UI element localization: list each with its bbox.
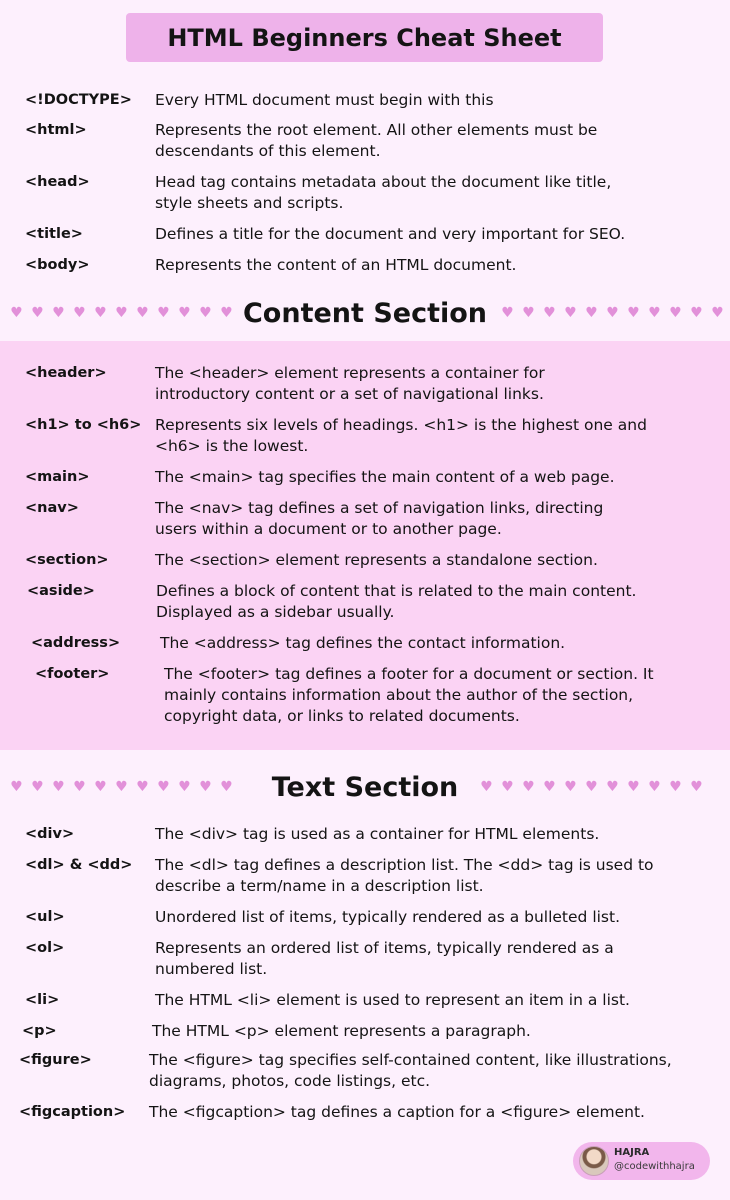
heart-icon: ♥ [648, 779, 661, 795]
description-line: Unordered list of items, typically rendered as a bulleted list. [155, 908, 621, 926]
heart-icon: ♥ [157, 305, 170, 321]
heart-icon: ♥ [543, 779, 556, 795]
heart-icon: ♥ [10, 779, 23, 795]
description-line: The <main> tag specifies the main content of a web page. [155, 468, 615, 486]
tag-name: <div> [25, 826, 75, 842]
tag-description [155, 855, 654, 897]
heart-icon: ♥ [522, 779, 535, 795]
description-line: copyright data, or links to related documents. [164, 707, 520, 725]
heart-icon: ♥ [52, 305, 65, 321]
heart-icon: ♥ [52, 779, 65, 795]
tag-description [155, 938, 614, 980]
description-line: users within a document or to another page. [155, 520, 502, 538]
hearts-right [499, 306, 726, 320]
tag-name: <p> [22, 1023, 57, 1039]
author-handle: @codewithhajra [614, 1161, 695, 1172]
heart-icon: ♥ [606, 779, 619, 795]
heart-icon: ♥ [501, 779, 514, 795]
tag-description [155, 498, 603, 540]
tag-description [155, 907, 620, 928]
heart-icon: ♥ [606, 305, 619, 321]
tag-description [164, 664, 654, 727]
description-line: numbered list. [155, 960, 268, 978]
tag-description [155, 120, 597, 162]
tag-description [152, 1021, 531, 1042]
tag-name: <figure> [19, 1052, 92, 1068]
description-line: descendants of this element. [155, 142, 381, 160]
tag-description [155, 363, 545, 405]
heart-icon: ♥ [10, 305, 23, 321]
description-line: The <section> element represents a standalone section. [155, 551, 598, 569]
tag-name: <main> [25, 469, 90, 485]
heart-icon: ♥ [690, 305, 703, 321]
heart-icon: ♥ [220, 779, 233, 795]
heart-icon: ♥ [220, 305, 233, 321]
description-line: The <dl> tag defines a description list. The <dd> tag is used to [155, 856, 654, 874]
tag-description [155, 255, 516, 276]
heart-icon: ♥ [199, 305, 212, 321]
heart-icon: ♥ [31, 779, 44, 795]
tag-description [155, 550, 598, 571]
description-line: Displayed as a sidebar usually. [156, 603, 395, 621]
tag-name: <title> [25, 226, 83, 242]
page-title: HTML Beginners Cheat Sheet [167, 23, 562, 52]
heart-icon: ♥ [115, 779, 128, 795]
heart-icon: ♥ [585, 305, 598, 321]
heart-icon: ♥ [115, 305, 128, 321]
tag-description [156, 581, 636, 623]
tag-name: <aside> [27, 583, 95, 599]
heart-icon: ♥ [157, 779, 170, 795]
heart-icon: ♥ [690, 779, 703, 795]
tag-name: <ul> [25, 909, 65, 925]
description-line: style sheets and scripts. [155, 194, 344, 212]
tag-name: <head> [25, 174, 90, 190]
heart-icon: ♥ [73, 779, 86, 795]
heart-icon: ♥ [94, 305, 107, 321]
tag-description [149, 1102, 645, 1123]
heart-icon: ♥ [178, 305, 191, 321]
description-line: Represents six levels of headings. <h1> is the highest one and [155, 416, 647, 434]
tag-description [155, 172, 611, 214]
heart-icon: ♥ [94, 779, 107, 795]
tag-name: <ol> [25, 940, 65, 956]
description-line: The <nav> tag defines a set of navigation links, directing [155, 499, 604, 517]
heart-icon: ♥ [669, 779, 682, 795]
tag-name: <section> [25, 552, 109, 568]
tag-name: <header> [25, 365, 107, 381]
heart-icon: ♥ [627, 779, 640, 795]
tag-name: <address> [31, 635, 121, 651]
tag-name: <figcaption> [19, 1104, 126, 1120]
tag-name: <!DOCTYPE> [25, 92, 132, 108]
description-line: Represents an ordered list of items, typically rendered as a [155, 939, 614, 957]
heart-icon: ♥ [585, 779, 598, 795]
heart-icon: ♥ [564, 305, 577, 321]
description-line: The HTML <li> element is used to represent an item in a list. [155, 991, 630, 1009]
tag-name: <h1> to <h6> [25, 417, 142, 433]
content-section-list [0, 341, 730, 750]
hearts-right [478, 780, 705, 794]
description-line: Defines a title for the document and very important for SEO. [155, 225, 626, 243]
heart-icon: ♥ [711, 305, 724, 321]
tag-description [155, 467, 615, 488]
heart-icon: ♥ [501, 305, 514, 321]
description-line: introductory content or a set of navigational links. [155, 385, 544, 403]
description-line: The <figcaption> tag defines a caption for a <figure> element. [149, 1103, 645, 1121]
heart-icon: ♥ [480, 779, 493, 795]
description-line: Head tag contains metadata about the document like title, [155, 173, 612, 191]
tag-description [149, 1050, 672, 1092]
heart-icon: ♥ [31, 305, 44, 321]
description-line: Represents the root element. All other elements must be [155, 121, 598, 139]
text-section-divider [0, 768, 730, 812]
tag-description [160, 633, 565, 654]
tag-description [155, 90, 494, 111]
text-section-heading: Text Section [271, 772, 459, 803]
description-line: mainly contains information about the author of the section, [164, 686, 634, 704]
description-line: The <footer> tag defines a footer for a document or section. It [164, 665, 654, 683]
description-line: The HTML <p> element represents a paragraph. [152, 1022, 531, 1040]
heart-icon: ♥ [543, 305, 556, 321]
tag-description [155, 224, 625, 245]
tag-description [155, 990, 630, 1011]
content-section-heading: Content Section [242, 298, 488, 329]
basics-list [0, 80, 730, 285]
heart-icon: ♥ [669, 305, 682, 321]
description-line: diagrams, photos, code listings, etc. [149, 1072, 431, 1090]
description-line: Represents the content of an HTML document. [155, 256, 517, 274]
description-line: Defines a block of content that is related to the main content. [156, 582, 637, 600]
description-line: The <header> element represents a container for [155, 364, 545, 382]
description-line: The <figure> tag specifies self-contained content, like illustrations, [149, 1051, 672, 1069]
author-badge [573, 1142, 710, 1180]
tag-name: <nav> [25, 500, 79, 516]
content-section-divider [0, 294, 730, 338]
tag-name: <li> [25, 992, 60, 1008]
heart-icon: ♥ [627, 305, 640, 321]
text-section-list [0, 812, 730, 1132]
description-line: <h6> is the lowest. [155, 437, 309, 455]
tag-name: <body> [25, 257, 90, 273]
tag-name: <dl> & <dd> [25, 857, 133, 873]
heart-icon: ♥ [73, 305, 86, 321]
tag-name: <footer> [35, 666, 110, 682]
heart-icon: ♥ [522, 305, 535, 321]
heart-icon: ♥ [199, 779, 212, 795]
tag-description [155, 415, 647, 457]
heart-icon: ♥ [564, 779, 577, 795]
tag-name: <html> [25, 122, 87, 138]
avatar [579, 1146, 609, 1176]
description-line: describe a term/name in a description list. [155, 877, 484, 895]
heart-icon: ♥ [136, 305, 149, 321]
tag-description [155, 824, 599, 845]
title-box [126, 13, 603, 62]
heart-icon: ♥ [648, 305, 661, 321]
description-line: Every HTML document must begin with this [155, 91, 494, 109]
description-line: The <div> tag is used as a container for HTML elements. [155, 825, 600, 843]
heart-icon: ♥ [178, 779, 191, 795]
heart-icon: ♥ [136, 779, 149, 795]
description-line: The <address> tag defines the contact information. [160, 634, 566, 652]
author-name: HAJRA [614, 1147, 650, 1158]
